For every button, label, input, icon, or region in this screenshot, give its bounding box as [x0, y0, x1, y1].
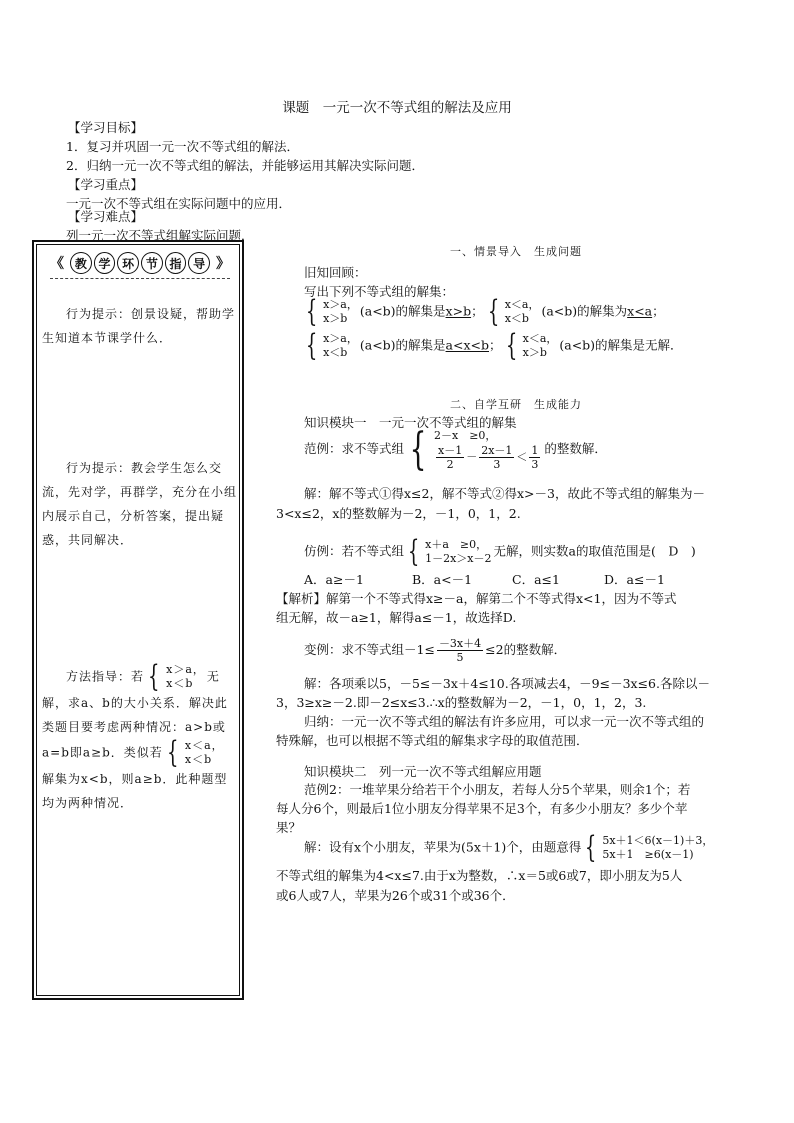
example1-row1: 2－x ≥0，: [434, 429, 497, 442]
example1-minus: －: [466, 450, 478, 464]
variant-tail: ≤2的整数解．: [485, 642, 567, 657]
tip3-sys2-row1: x＜a，: [184, 739, 224, 752]
review-s4-row1: x＜a，: [522, 332, 558, 345]
hard-text: 列一元一次不等式组解实际问题．: [66, 228, 254, 243]
sidebar-tip-2: [42, 456, 238, 552]
review-s2-row1: x＜a，: [504, 298, 540, 311]
example1-frac3: [529, 444, 540, 471]
frac2-den: 3: [493, 458, 501, 471]
tip3-sys1-row1: x＞a，: [166, 663, 205, 676]
tip3-part-b: 无解，: [42, 669, 220, 710]
copy-row2: 1－2x＞x－2: [425, 552, 492, 565]
example1-tail: 的整数解．: [544, 441, 607, 456]
example1-system: { 2－x ≥0， $\frac{x-1}{2}$ － $\frac{2x-1}{3}$ ＜ $\frac{1}{3}$: [404, 428, 544, 471]
example1-lt: ＜: [516, 450, 528, 464]
tip3-part-d: 解集为: [42, 772, 82, 786]
option-c: C．a≤1: [512, 572, 560, 587]
variant-den: 5: [456, 651, 464, 664]
copy-example: [304, 534, 696, 569]
analysis-line2: 组无解，故－a≥1，解得a≤－1，故选择D.: [276, 610, 517, 625]
banner-char: 节: [141, 252, 163, 274]
page-title: 课题 一元一次不等式组的解法及应用: [282, 100, 512, 116]
review-s1-row2: x＞b: [323, 312, 348, 325]
solution2-row2: 5x＋1 ≥6(x－1): [602, 848, 694, 861]
section1-heading: 一、情景导入 生成问题: [450, 245, 582, 258]
variant-frac: [437, 637, 483, 664]
review-system-4: { x＜a， x＞b: [505, 328, 558, 363]
review-s2-answer: x<a: [627, 303, 653, 319]
frac3-num: 1: [531, 444, 539, 457]
sidebar-tip-3: [42, 659, 238, 815]
solution2-system: { 5x＋1＜6(x－1)＋3， 5x＋1 ≥6(x－1): [585, 830, 714, 865]
copy-system: { x＋a ≥0， 1－2x＞x－2: [407, 534, 492, 569]
tip3-sys1-row2: x＜b: [166, 677, 194, 690]
solution2-line1: [304, 830, 715, 865]
hard-label: 【学习难点】: [68, 209, 144, 224]
review-s1-answer: x>b: [445, 303, 472, 319]
example2-line3: 果？: [276, 820, 302, 835]
sidebar-inner-frame: [36, 244, 240, 996]
banner-char: 学: [94, 252, 116, 274]
tip3-sys2-row2: x＜b: [184, 753, 213, 766]
review-s3-row1: x＞a，: [323, 332, 358, 345]
section2-heading: 二、自学互研 生成能力: [450, 398, 582, 411]
review-label: 旧知回顾：: [304, 265, 367, 280]
copy-row1: x＋a ≥0，: [425, 538, 488, 551]
review-s3-text: (a<b)的解集是: [359, 337, 446, 353]
review-s2-text: (a<b)的解集为: [541, 303, 628, 319]
module2-title: 知识模块二 列一元一次不等式组解应用题: [304, 764, 542, 779]
example2-line1: 范例2：一堆苹果分给若干个小朋友，若每人分5个苹果，则余1个；若: [304, 782, 691, 797]
example1: [304, 423, 607, 475]
goal-2: 2．归纳一元一次不等式组的解法，并能够运用其解决实际问题．: [66, 158, 424, 173]
key-label: 【学习重点】: [68, 177, 144, 192]
review-row-1: { x＞a， x＞b (a<b)的解集是x>b； { x＜a， x＜b (a<b)的解集为x<a；: [302, 298, 665, 326]
example1-frac1: [436, 444, 464, 471]
banner-bracket-left: 《: [49, 256, 64, 272]
solution2-line3: 或6人或7人，苹果为26个或31个或36个．: [276, 888, 515, 903]
sidebar-banner: [50, 250, 230, 276]
analysis-line1: 【解析】解第一个不等式得x≥－a，解第二个不等式得x<1，因为不等式: [276, 591, 677, 606]
sidebar-tip-1: [42, 302, 238, 350]
goals-label: 【学习目标】: [68, 120, 144, 135]
example1-label: 范例：求不等式组: [304, 441, 405, 456]
tip3-part-a: 方法指导：若: [66, 669, 145, 684]
tip3-system-2: { x＜a， x＜b: [166, 735, 224, 770]
module1-title: 知识模块一 一元一次不等式组的解集: [304, 415, 517, 430]
frac2-num: 2x－1: [481, 444, 513, 457]
sidebar-tip-2-text: 行为提示：教会学生怎么交流，先对学，再群学，充分在小组内展示自己，分析答案，提出疑惑，共同解决．: [42, 461, 238, 547]
frac3-den: 3: [531, 458, 539, 471]
frac1-den: 2: [446, 458, 454, 471]
review-s4-row2: x＞b: [522, 346, 547, 359]
key-text: 一元一次不等式组在实际问题中的应用．: [66, 196, 292, 211]
review-row-2: { x＞a， x＜b (a<b)的解集是a<x<b； { x＜a， x＞b (a<b)的解集是无解．: [302, 332, 683, 360]
review-s3-answer: a<x<b: [445, 337, 489, 353]
solution2-line2: 不等式组的解集为4<x≤7.由于x为整数，∴x＝5或6或7，即小朋友为5人: [276, 868, 683, 883]
banner-char: 导: [188, 252, 210, 274]
solution1-line1: 解：解不等式①得x≤2，解不等式②得x>－3，故此不等式组的解集为－: [304, 486, 705, 501]
variant-solution-1: 解：各项乘以5，－5≤－3x＋4≤10.各项减去4，－9≤－3x≤6.各除以－: [304, 676, 710, 691]
review-system-2: { x＜a， x＜b: [487, 294, 540, 329]
copy-label: 仿例：若不等式组: [304, 543, 405, 559]
review-s3-row2: x＜b: [323, 346, 348, 359]
review-s2-row2: x＜b: [504, 312, 529, 325]
example2-line2: 每人分6个，则最后1位小朋友分得苹果不足3个，有多少小朋友？多少个苹: [276, 801, 688, 816]
tip3-system-1: { x＞a， x＜b: [148, 659, 205, 694]
review-s4-text: (a<b)的解集是无解．: [559, 337, 683, 353]
goal-1: 1．复习并巩固一元一次不等式组的解法．: [66, 139, 299, 154]
tip3-part-e: x<b，则a≥b．此种题型均为两种情况．: [42, 772, 228, 810]
summary-line1: 归纳：一元一次不等式组的解法有许多应用，可以求一元一次不等式组的: [304, 714, 705, 729]
option-d: D．a≤－1: [604, 572, 665, 587]
banner-divider: [50, 278, 230, 279]
variant-example: [304, 637, 566, 664]
sidebar-tip-1-text: 行为提示：创景设疑，帮助学生知道本节课学什么．: [42, 307, 236, 345]
option-a: A．a≥－1: [304, 572, 364, 587]
solution1-line2: 3<x≤2，x的整数解为－2，－1，0，1，2.: [276, 506, 521, 521]
variant-num: －3x＋4: [438, 637, 482, 650]
banner-bracket-right: 》: [216, 256, 231, 272]
review-s1-text: (a<b)的解集是: [359, 303, 446, 319]
variant-label: 变例：求不等式组－1≤: [304, 642, 435, 657]
review-system-3: { x＞a， x＜b: [305, 328, 358, 363]
example1-frac2: [479, 444, 514, 471]
review-s1-row1: x＞a，: [323, 298, 358, 311]
option-b: B．a<－1: [412, 572, 473, 587]
banner-char: 指: [165, 252, 187, 274]
solution2-text: 解：设有x个小朋友，苹果为(5x＋1)个，由题意得: [304, 839, 582, 855]
banner-char: 教: [70, 252, 92, 274]
summary-line2: 特殊解，也可以根据不等式组的解集求字母的取值范围．: [276, 733, 589, 748]
solution2-row1: 5x＋1＜6(x－1)＋3，: [602, 834, 714, 847]
banner-char: 环: [117, 252, 139, 274]
copy-tail: 无解，则实数a的取值范围是( D ): [493, 543, 696, 559]
tip3-part-c: 求a、b的大小关系．解决此类题目要考虑两种情况：a>b或a=b即a≥b．类似若: [42, 696, 228, 760]
variant-solution-2: 3，3≥x≥－2.即－2≤x≤3.∴x的整数解为－2，－1，0，1，2，3.: [276, 695, 647, 710]
review-prompt: 写出下列不等式组的解集：: [304, 284, 455, 299]
frac1-num: x－1: [438, 444, 463, 457]
review-system-1: { x＞a， x＞b: [305, 294, 358, 329]
